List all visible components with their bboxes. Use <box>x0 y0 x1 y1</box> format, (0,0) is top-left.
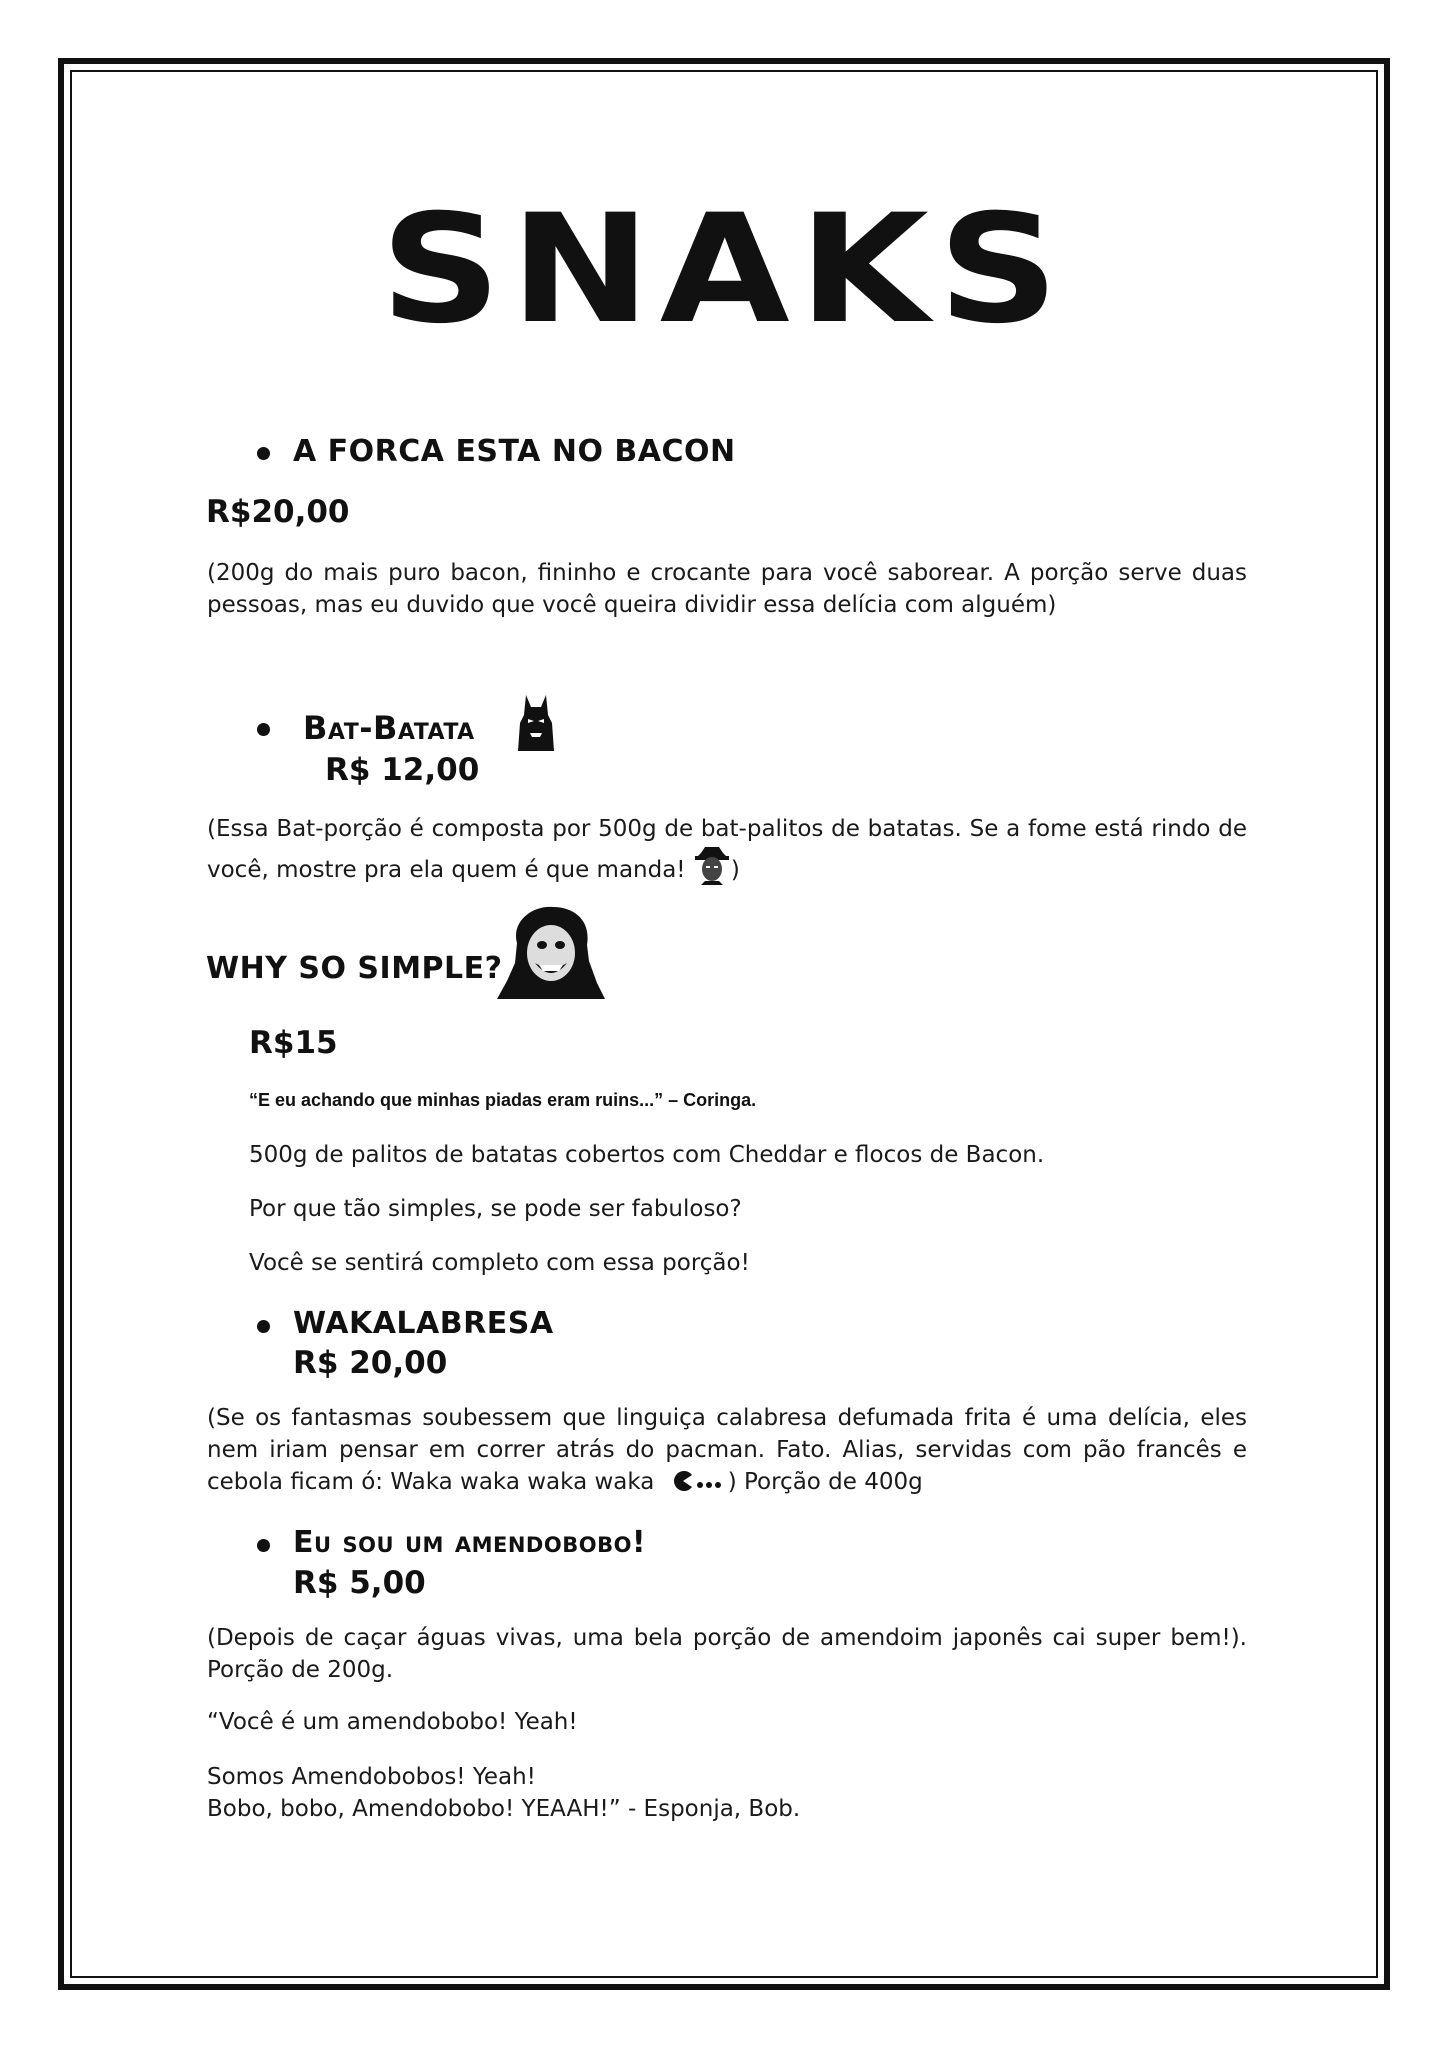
item-name: A FORCA ESTA NO BACON <box>293 434 736 469</box>
bullet-icon <box>257 1320 270 1333</box>
item-line: Você se sentirá completo com essa porção! <box>249 1250 750 1276</box>
item-name: Bat-Batata <box>303 709 475 747</box>
pacman-icon <box>672 1470 722 1492</box>
item-description-text: (Se os fantasmas soubessem que linguiça calabresa defumada frita é uma delícia, eles nem iriam pensar em correr atrás do pacman. Fato. Alias, servidas com pão francês e cebola ficam ó: Waka waka waka waka <box>207 1405 1247 1495</box>
item-description <box>207 813 1247 886</box>
item-price: R$ 5,00 <box>293 1565 426 1601</box>
item-quote: “E eu achando que minhas piadas eram ruins...” – Coringa. <box>249 1090 757 1110</box>
item-description-text: (Essa Bat-porção é composta por 500g de bat-palitos de batatas. Se a fome está rindo de você, mostre pra ela quem é que manda! <box>207 816 1247 883</box>
item-quote-line: “Você é um amendobobo! Yeah! <box>207 1709 578 1735</box>
item-line: 500g de palitos de batatas cobertos com Cheddar e flocos de Bacon. <box>249 1142 1045 1168</box>
item-description: (Depois de caçar águas vivas, uma bela porção de amendoim japonês cai super bem!). Porção de 200g. <box>207 1625 1247 1683</box>
item-line: Por que tão simples, se pode ser fabuloso? <box>249 1196 742 1222</box>
bullet-icon <box>257 723 270 736</box>
item-description <box>207 1402 1247 1498</box>
item-name: WHY SO SIMPLE? <box>206 951 503 986</box>
item-price: R$ 20,00 <box>293 1345 448 1381</box>
joker-face-icon <box>497 903 605 999</box>
item-name: Eu sou um amendobobo! <box>293 1525 647 1560</box>
item-price: R$15 <box>249 1025 338 1061</box>
bullet-icon <box>257 447 270 460</box>
batman-icon <box>514 693 558 751</box>
item-price: R$20,00 <box>206 494 350 530</box>
item-quote-line: Bobo, bobo, Amendobobo! YEAAH!” - Esponja, Bob. <box>207 1796 801 1822</box>
menu-title: SNAKS <box>380 183 1068 357</box>
item-name: WAKALABRESA <box>293 1306 554 1341</box>
item-quote-line: Somos Amendobobos! Yeah! <box>207 1764 536 1790</box>
item-description-end: ) <box>730 857 740 883</box>
item-description: (200g do mais puro bacon, fininho e crocante para você saborear. A porção serve duas pessoas, mas eu duvido que você queira dividir essa delícia com alguém) <box>207 560 1247 618</box>
item-description-end: ) Porção de 400g <box>727 1469 923 1495</box>
item-price: R$ 12,00 <box>325 752 480 788</box>
bullet-icon <box>257 1539 270 1552</box>
villain-face-icon <box>693 845 731 885</box>
